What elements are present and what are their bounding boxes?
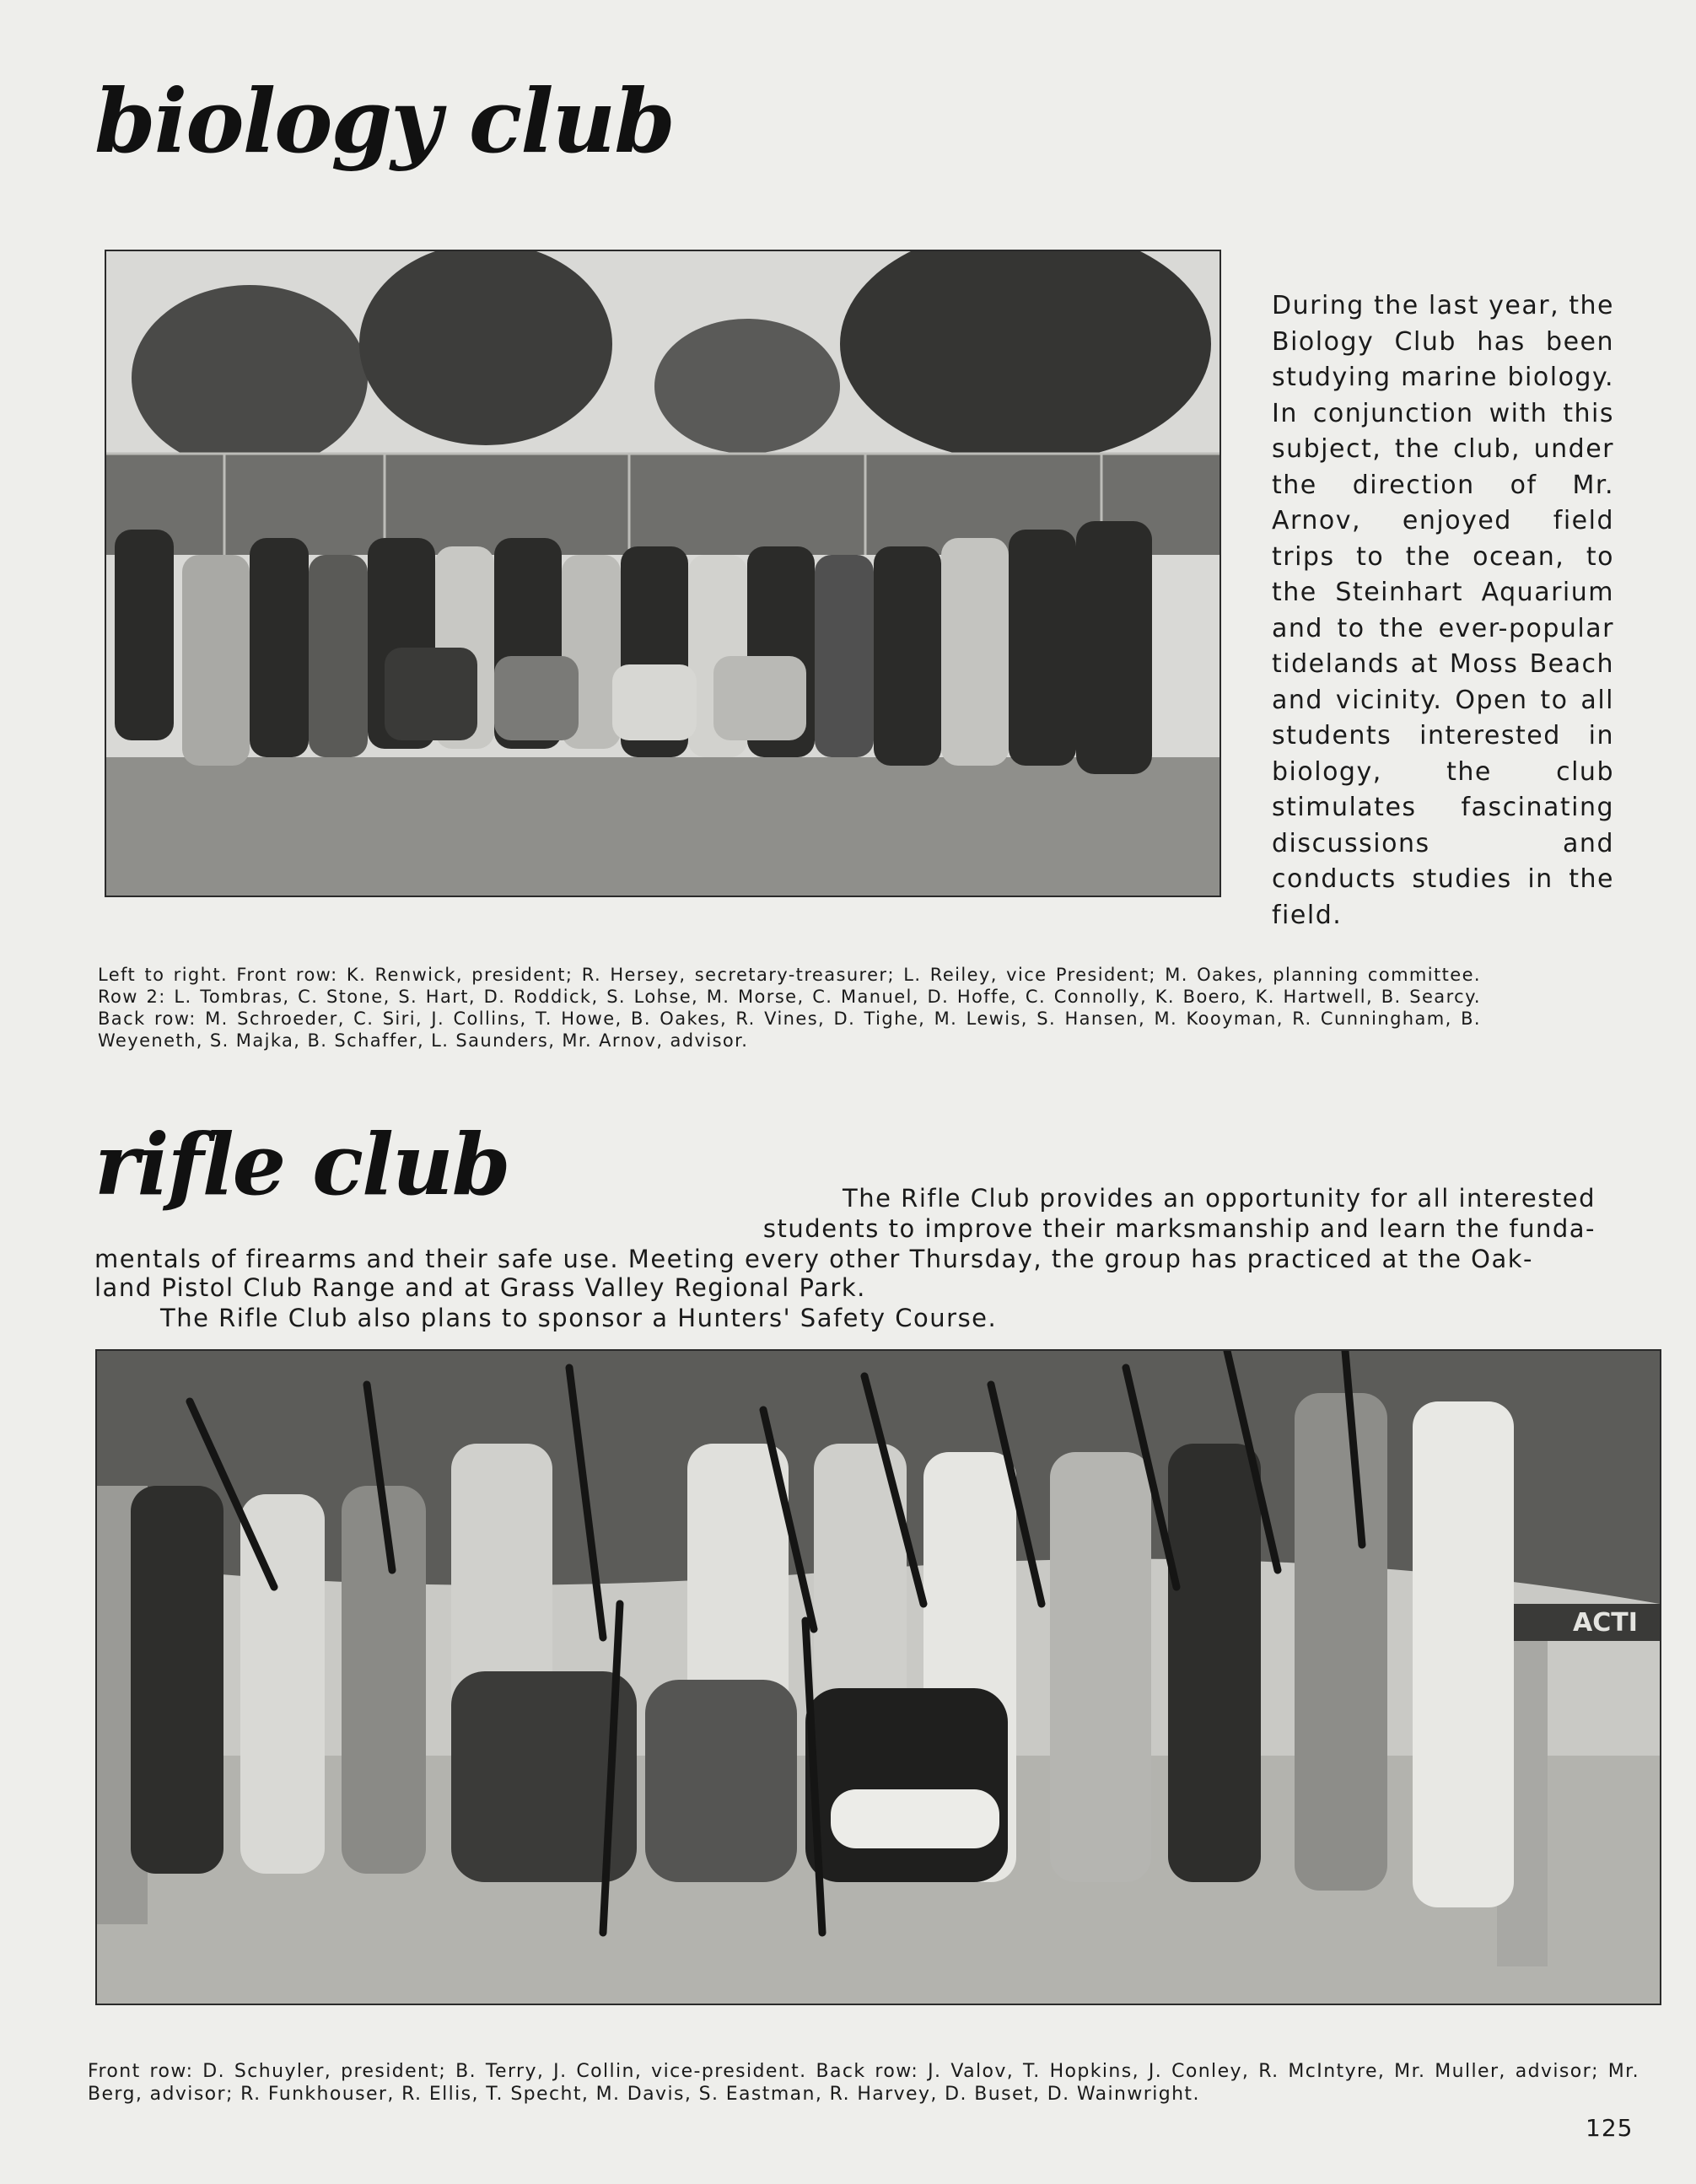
- biology-photo-illustration: [106, 251, 1220, 896]
- biology-club-title: biology club: [94, 69, 674, 173]
- rifle-photo-caption: Front row: D. Schuyler, president; B. Terry, J. Collin, vice-president. Back row: J. Valov, T. Hopkins, J. Conley, R. McIntyre, Mr. Muller, advisor; Mr. Berg, advisor; R. Funkhouser, R. Ellis, T. Specht, M. Davis, S. Eastman, R. Harvey, D. Buset, D. Wainwright.: [88, 2061, 1639, 2105]
- rifle-club-title: rifle club: [94, 1115, 509, 1214]
- rifle-description-line-4: land Pistol Club Range and at Grass Valley Regional Park.: [94, 1273, 866, 1302]
- rifle-description-line-2: students to improve their marksmanship and learn the funda-: [762, 1214, 1596, 1243]
- rifle-photo-illustration: [97, 1351, 1660, 2004]
- rifle-description-line-1: The Rifle Club provides an opportunity for all interested: [843, 1184, 1596, 1213]
- range-sign-text: ACTI: [1573, 1608, 1638, 1638]
- biology-photo-caption: Left to right. Front row: K. Renwick, president; R. Hersey, secretary-treasurer; L. Reiley, vice President; M. Oakes, planning committee. Row 2: L. Tombras, C. Stone, S. Hart, D. Roddick, S. Lohse, M. Morse, C. Manuel, D. Hoffe, C. Connolly, K. Boero, K. Hartwell, B. Searcy. Back row: M. Schroeder, C. Siri, J. Collins, T. Howe, B. Oakes, R. Vines, D. Tighe, M. Lewis, S. Hansen, M. Kooyman, R. Cunningham, B. Weyeneth, S. Majka, B. Schaffer, L. Saunders, Mr. Arnov, advisor.: [98, 965, 1481, 1051]
- biology-description: During the last year, the Biology Club has been studying marine biology. In conjunction with this subject, the club, under the direction of Mr. Arnov, enjoyed field trips to the ocean, to the Steinhart Aquarium and to the ever-popular tidelands at Moss Beach and vicinity. Open to all students interested in biology, the club stimulates fascinating discussions and conducts studies in the field.: [1272, 291, 1614, 930]
- biology-club-group-photo: [105, 250, 1221, 897]
- rifle-description-line-5: The Rifle Club also plans to sponsor a Hunters' Safety Course.: [160, 1304, 998, 1332]
- rifle-club-group-photo: [95, 1349, 1661, 2005]
- page-number: 125: [1586, 2114, 1634, 2142]
- rifle-description-line-3: mentals of firearms and their safe use. Meeting every other Thursday, the group has practiced at the Oak-: [94, 1245, 1533, 1273]
